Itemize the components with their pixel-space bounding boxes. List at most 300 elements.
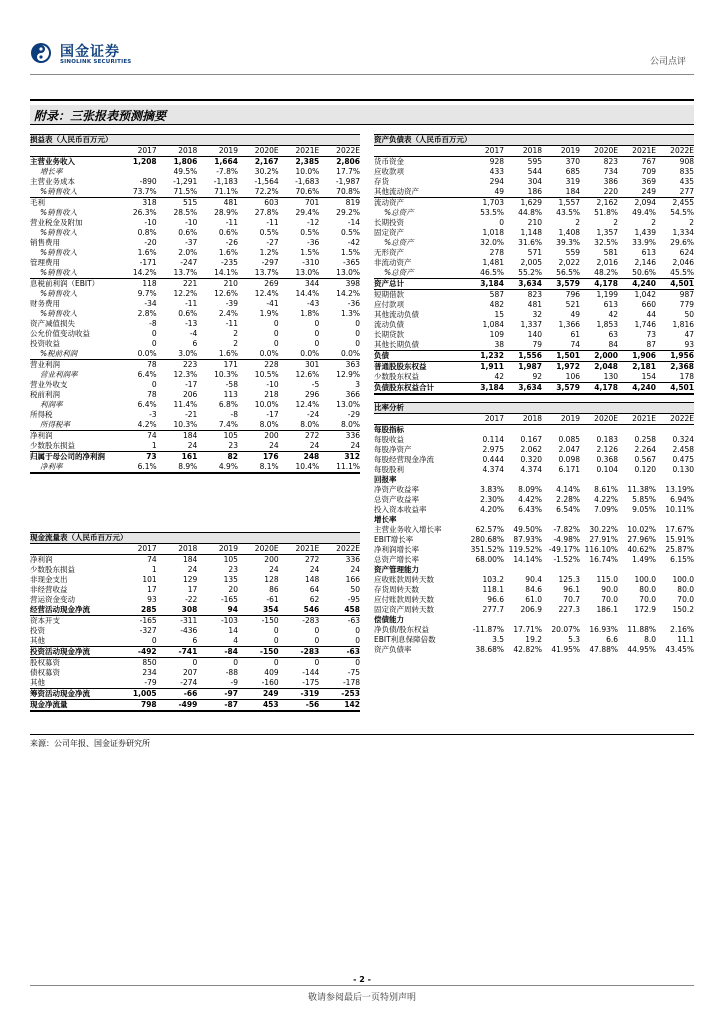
table-row (30, 177, 360, 187)
row-label: %总资产 (374, 268, 466, 279)
row-label: 少数股东权益 (374, 372, 466, 383)
table-cell: 55.2% (504, 268, 542, 279)
table-cell: 1,816 (672, 320, 694, 329)
table-row (30, 370, 360, 380)
table-cell: 1,853 (596, 320, 618, 329)
table-cell: 206 (182, 390, 198, 399)
table-row (30, 575, 360, 585)
table-cell: 1,972 (556, 362, 580, 371)
table-cell (580, 425, 618, 436)
table-cell: 82 (227, 452, 238, 461)
table-cell: 0.120 (634, 465, 656, 474)
table-cell: -24 (307, 410, 320, 419)
row-label: 税前利润 (30, 390, 60, 399)
table-cell: -274 (157, 678, 198, 689)
table-cell: 1,956 (656, 351, 694, 362)
table-cell: 8.61% (594, 485, 618, 494)
row-label: 投资收益 (30, 339, 60, 348)
table-cell: 2,048 (594, 362, 618, 371)
table-row (374, 167, 694, 177)
table-row (374, 555, 694, 565)
table-cell: 3 (355, 380, 360, 389)
table-cell (542, 425, 580, 436)
row-label: 所得税率 (30, 420, 116, 431)
table-cell (466, 565, 504, 575)
table-cell: 176 (262, 452, 279, 461)
table-row (30, 167, 360, 177)
table-cell: 1,906 (618, 351, 656, 362)
table-cell: 10.5% (254, 370, 279, 379)
table-cell: 80.0 (677, 585, 694, 594)
table-row (30, 678, 360, 689)
row-label: 非现金支出 (30, 575, 68, 584)
table-cell: 1,334 (672, 228, 694, 237)
source-note: 来源：公司年报、国金证券研究所 (30, 739, 150, 748)
table-cell: -103 (220, 616, 238, 625)
table-cell: 184 (182, 555, 198, 564)
table-row (30, 198, 360, 209)
table-cell: 603 (264, 198, 279, 207)
table-cell: 0.5% (259, 228, 279, 237)
table-cell: 4,501 (656, 279, 694, 290)
table-cell: 87.93% (513, 535, 542, 544)
table-cell: 2 (575, 218, 580, 227)
table-cell: 200 (264, 431, 279, 440)
ratio-analysis-table (374, 402, 694, 655)
row-label: 非流动资产 (374, 258, 412, 267)
table-cell: 70.0 (639, 595, 656, 604)
table-cell: 90.0 (601, 585, 618, 594)
table-cell: 0 (192, 658, 198, 667)
table-cell: 0 (314, 319, 320, 328)
row-label: 固定资产 (374, 228, 404, 237)
row-label: 总资产增长率 (374, 555, 419, 564)
table-row (374, 645, 694, 655)
table-cell (580, 515, 618, 525)
table-cell: 32.0% (480, 238, 504, 247)
row-label: 营业利润 (30, 360, 60, 369)
year-header: 2021E (279, 544, 320, 555)
table-cell: 13.19% (665, 485, 694, 494)
row-label: 净利率 (30, 462, 116, 473)
row-label: 回报率 (374, 475, 397, 484)
table-cell: 277.7 (482, 605, 504, 614)
table-cell: 166 (345, 575, 360, 584)
table-cell: 17.71% (513, 625, 542, 634)
table-cell: 4.14% (556, 485, 580, 494)
table-row (30, 565, 360, 575)
table-title: 现金流量表（人民币百万元） (30, 533, 360, 544)
year-header: 2019 (197, 146, 238, 157)
table-row (30, 319, 360, 329)
row-label: 增长率 (374, 515, 397, 524)
table-cell: 336 (345, 555, 360, 564)
row-label: 资产减值损失 (30, 319, 75, 328)
table-cell: 150.2 (672, 605, 694, 614)
page-number: - 2 - (353, 975, 371, 984)
table-cell (542, 615, 580, 625)
table-cell: 1,746 (634, 320, 656, 329)
table-cell: 38.68% (475, 645, 504, 654)
table-cell: -43 (307, 299, 320, 308)
table-cell: -171 (139, 258, 157, 267)
row-label: EBIT利息保障倍数 (374, 635, 436, 644)
table-row (374, 248, 694, 258)
table-row (374, 362, 694, 373)
row-label: %销售收入 (30, 268, 116, 279)
table-cell: 701 (304, 198, 320, 207)
year-header: 2017 (116, 146, 157, 157)
row-label: 负债 (374, 351, 466, 362)
table-cell: -79 (116, 678, 157, 689)
table-cell: 8.0% (279, 420, 320, 431)
year-header-blank (374, 414, 466, 425)
table-cell: -7.8% (216, 167, 238, 176)
table-cell: 14.2% (116, 268, 157, 279)
table-cell: 30.2% (254, 167, 279, 176)
table-row (30, 647, 360, 658)
table-cell: 70.0 (601, 595, 618, 604)
table-row (30, 441, 360, 452)
table-cell: 1,408 (558, 228, 580, 237)
table-cell: 1,232 (466, 351, 504, 362)
table-cell: 2 (233, 339, 238, 348)
table-cell: -310 (302, 258, 320, 267)
table-cell: -22 (185, 595, 198, 604)
table-cell: 2 (689, 218, 694, 227)
table-cell: 11.1% (319, 462, 360, 473)
row-label: 净利润 (30, 431, 53, 440)
table-cell: 29.4% (295, 208, 320, 217)
table-cell: 93 (147, 595, 157, 604)
table-cell: 13.0% (336, 400, 360, 409)
table-cell: 3,634 (504, 279, 542, 290)
table-cell: 80.0 (639, 585, 656, 594)
table-cell (656, 475, 694, 485)
table-cell: 7.4% (197, 420, 238, 431)
table-cell: 24 (309, 565, 320, 574)
table-cell (504, 515, 542, 525)
row-label: 净负债/股东权益 (374, 625, 430, 634)
table-cell: 2,167 (254, 157, 279, 166)
table-cell: 5.3 (568, 635, 580, 644)
table-cell: 2,000 (580, 351, 618, 362)
table-cell: 481 (223, 198, 238, 207)
table-cell: 1,806 (173, 157, 198, 166)
table-row (30, 390, 360, 400)
table-row (374, 485, 694, 495)
year-header: 2021E (618, 414, 656, 425)
table-cell: 4,501 (656, 383, 694, 395)
table-cell: 1.2% (259, 248, 279, 257)
table-row (374, 615, 694, 625)
table-cell: 0 (151, 329, 157, 338)
table-cell: -144 (302, 668, 320, 677)
appendix-title-bar (30, 105, 694, 125)
table-cell: -365 (342, 258, 360, 267)
table-row (30, 410, 360, 420)
table-cell: 118.1 (482, 585, 504, 594)
row-label: 其他流动负债 (374, 310, 419, 319)
table-cell: 0 (355, 329, 360, 338)
table-cell: 72.2% (238, 187, 279, 198)
row-label: 资本开支 (30, 616, 60, 625)
table-cell: 277 (656, 187, 694, 198)
table-cell: 46.5% (466, 268, 504, 279)
table-cell: 1,148 (520, 228, 542, 237)
table-cell: 61.0 (525, 595, 542, 604)
table-row (374, 372, 694, 383)
table-cell: 0 (314, 658, 320, 667)
table-cell: 0 (273, 658, 279, 667)
table-cell: 26.3% (132, 208, 157, 217)
table-cell: 12.4% (295, 400, 320, 409)
table-cell: 5.85% (632, 495, 656, 504)
row-label: 增长率 (40, 167, 63, 176)
table-cell: 336 (345, 431, 360, 440)
brand-name: 国金证券 (60, 44, 120, 60)
table-cell: -1,291 (173, 177, 198, 186)
table-cell: 249 (618, 187, 656, 198)
table-row (374, 208, 694, 218)
table-cell: 105 (223, 555, 238, 564)
table-cell: 207 (182, 668, 198, 677)
table-cell: 11.38% (627, 485, 656, 494)
table-cell: 13.7% (157, 268, 198, 279)
table-cell: 11.88% (627, 625, 656, 634)
table-cell: -10 (144, 218, 157, 227)
table-cell: 624 (679, 248, 694, 257)
table-cell: 2,162 (596, 198, 618, 207)
table-cell: 70.8% (319, 187, 360, 198)
table-cell: 587 (489, 290, 504, 299)
row-label: 无形资产 (374, 248, 404, 257)
table-cell: 24 (157, 441, 198, 452)
table-cell: 1.8% (300, 309, 320, 318)
table-cell: 128 (264, 575, 279, 584)
table-cell: 1.6% (137, 248, 157, 257)
table-cell: 0.5% (300, 228, 320, 237)
table-cell: 481 (527, 300, 542, 309)
table-cell: 13.7% (238, 268, 279, 279)
table-cell: 20 (228, 585, 238, 594)
table-cell (656, 425, 694, 436)
table-cell: 613 (603, 300, 618, 309)
table-cell: 1.5% (340, 248, 360, 257)
year-header: 2018 (157, 146, 198, 157)
table-cell: 272 (304, 431, 320, 440)
table-row (30, 228, 360, 238)
table-cell: 2,806 (336, 157, 360, 166)
table-cell: 1.6% (197, 349, 238, 360)
table-row (374, 435, 694, 445)
table-cell: 1,366 (558, 320, 580, 329)
table-cell: 0.5% (340, 228, 360, 237)
table-cell: 7.09% (594, 505, 618, 514)
table-cell: -36 (307, 238, 320, 247)
table-cell: 1,018 (482, 228, 504, 237)
table-cell: 101 (142, 575, 157, 584)
table-cell: 908 (679, 157, 694, 166)
row-label: %总资产 (384, 208, 414, 217)
table-cell: 125.3 (558, 575, 580, 584)
year-header: 2019 (197, 544, 238, 555)
table-cell: 10.11% (665, 505, 694, 514)
table-cell: 142 (319, 700, 360, 712)
table-cell: 14.14% (513, 555, 542, 564)
table-cell: 32 (532, 310, 542, 319)
table-cell: 850 (142, 658, 157, 667)
table-row (30, 420, 360, 431)
table-cell: 11.4% (173, 400, 198, 409)
table-cell: 767 (641, 157, 656, 166)
table-cell: 544 (527, 167, 542, 176)
table-row (30, 360, 360, 371)
table-cell: 13.0% (279, 268, 320, 279)
table-cell: 6.1% (116, 462, 157, 473)
table-row (374, 238, 694, 248)
table-row (374, 330, 694, 340)
table-row (30, 626, 360, 636)
table-cell: 0.130 (672, 465, 694, 474)
table-cell: -84 (197, 647, 238, 658)
row-label: 资产总计 (374, 279, 466, 290)
row-label: 其他流动资产 (374, 187, 466, 198)
table-row (30, 380, 360, 390)
table-row (30, 595, 360, 605)
table-cell: 78 (147, 390, 157, 399)
table-cell: 1,084 (482, 320, 504, 329)
table-cell: -327 (139, 626, 157, 635)
table-cell: 70.0 (677, 595, 694, 604)
table-cell: 819 (345, 198, 360, 207)
table-cell: 4.374 (520, 465, 542, 474)
table-cell: 100.0 (634, 575, 656, 584)
table-cell: 304 (527, 177, 542, 186)
income-grid (30, 134, 360, 474)
table-cell: 94 (197, 605, 238, 616)
table-row (30, 279, 360, 290)
table-cell: 86 (269, 585, 279, 594)
year-header-row (374, 146, 694, 157)
appendix-title: 附录：三张报表预测摘要 (34, 109, 167, 123)
table-cell (656, 565, 694, 575)
table-row (30, 268, 360, 279)
table-cell: 269 (264, 279, 279, 288)
table-row (30, 349, 360, 360)
table-cell: 1,911 (480, 362, 504, 371)
table-cell: 10.0% (295, 167, 320, 176)
table-cell: 312 (344, 452, 360, 461)
table-cell: 4 (197, 636, 238, 647)
table-cell: 44.8% (518, 208, 542, 217)
table-cell: -63 (319, 647, 360, 658)
table-cell: 54.5% (670, 208, 694, 217)
table-cell: -11 (225, 218, 238, 227)
table-cell: 44.95% (627, 645, 656, 654)
table-cell: 43.45% (665, 645, 694, 654)
footer-divider (30, 985, 694, 986)
table-cell: 458 (319, 605, 360, 616)
table-row (30, 700, 360, 712)
table-cell: 0.0% (116, 349, 157, 360)
table-cell: 200 (264, 555, 279, 564)
table-cell (618, 425, 656, 436)
table-row (374, 495, 694, 505)
table-cell: 0 (314, 626, 320, 635)
table-cell: 987 (679, 290, 694, 299)
table-cell: 248 (303, 452, 320, 461)
table-cell: 1.49% (632, 555, 656, 564)
table-cell: 0.475 (672, 455, 694, 464)
table-cell: 482 (489, 300, 504, 309)
table-cell: 84.6 (525, 585, 542, 594)
table-cell: 0.258 (634, 435, 656, 444)
row-label: 经营活动现金净流 (30, 605, 116, 616)
table-row (374, 268, 694, 279)
table-cell: 79 (504, 340, 542, 351)
table-cell: -49.17% (548, 545, 580, 554)
year-header: 2021E (618, 146, 656, 157)
table-cell: 135 (223, 575, 238, 584)
table-cell: -41 (266, 299, 279, 308)
table-cell: 49.50% (513, 525, 542, 534)
row-label: 筹资活动现金净流 (30, 689, 116, 700)
table-cell: 47.88% (589, 645, 618, 654)
table-cell: 6.4% (137, 370, 157, 379)
table-cell: -37 (185, 238, 198, 247)
table-cell: 779 (679, 300, 694, 309)
table-cell: 10.4% (279, 462, 320, 473)
table-cell: 15.91% (665, 535, 694, 544)
table-cell: 0 (314, 329, 320, 338)
row-label: 货币资金 (374, 157, 404, 166)
table-cell: -492 (116, 647, 157, 658)
income-statement-table (30, 134, 360, 474)
table-cell: 2,005 (520, 258, 542, 267)
table-cell: 823 (527, 290, 542, 299)
table-row (374, 177, 694, 187)
table-cell: 32.5% (594, 238, 618, 247)
table-cell: 218 (264, 390, 279, 399)
table-cell: 40.62% (627, 545, 656, 554)
table-cell: 24 (187, 565, 198, 574)
table-cell: 0 (355, 626, 360, 635)
table-row (30, 555, 360, 566)
table-cell: 928 (489, 157, 504, 166)
table-cell (504, 425, 542, 436)
table-cell: -87 (197, 700, 238, 712)
table-row (30, 585, 360, 595)
table-row (374, 465, 694, 475)
table-cell: -150 (261, 616, 279, 625)
table-cell (656, 515, 694, 525)
table-cell: 8.1% (238, 462, 279, 473)
table-cell: 50 (684, 310, 694, 319)
table-cell: 6.171 (558, 465, 580, 474)
table-cell: 0.183 (596, 435, 618, 444)
row-label: %销售收入 (30, 187, 116, 198)
row-label: 偿债能力 (374, 615, 404, 624)
row-label: 存货 (374, 177, 389, 186)
table-cell: 1.9% (259, 309, 279, 318)
row-label: 营业税金及附加 (30, 218, 83, 227)
table-cell: 228 (264, 360, 279, 369)
table-cell: -42 (347, 238, 360, 247)
table-cell: 0.0% (238, 349, 279, 360)
table-cell: 0.114 (482, 435, 504, 444)
table-row (374, 505, 694, 515)
